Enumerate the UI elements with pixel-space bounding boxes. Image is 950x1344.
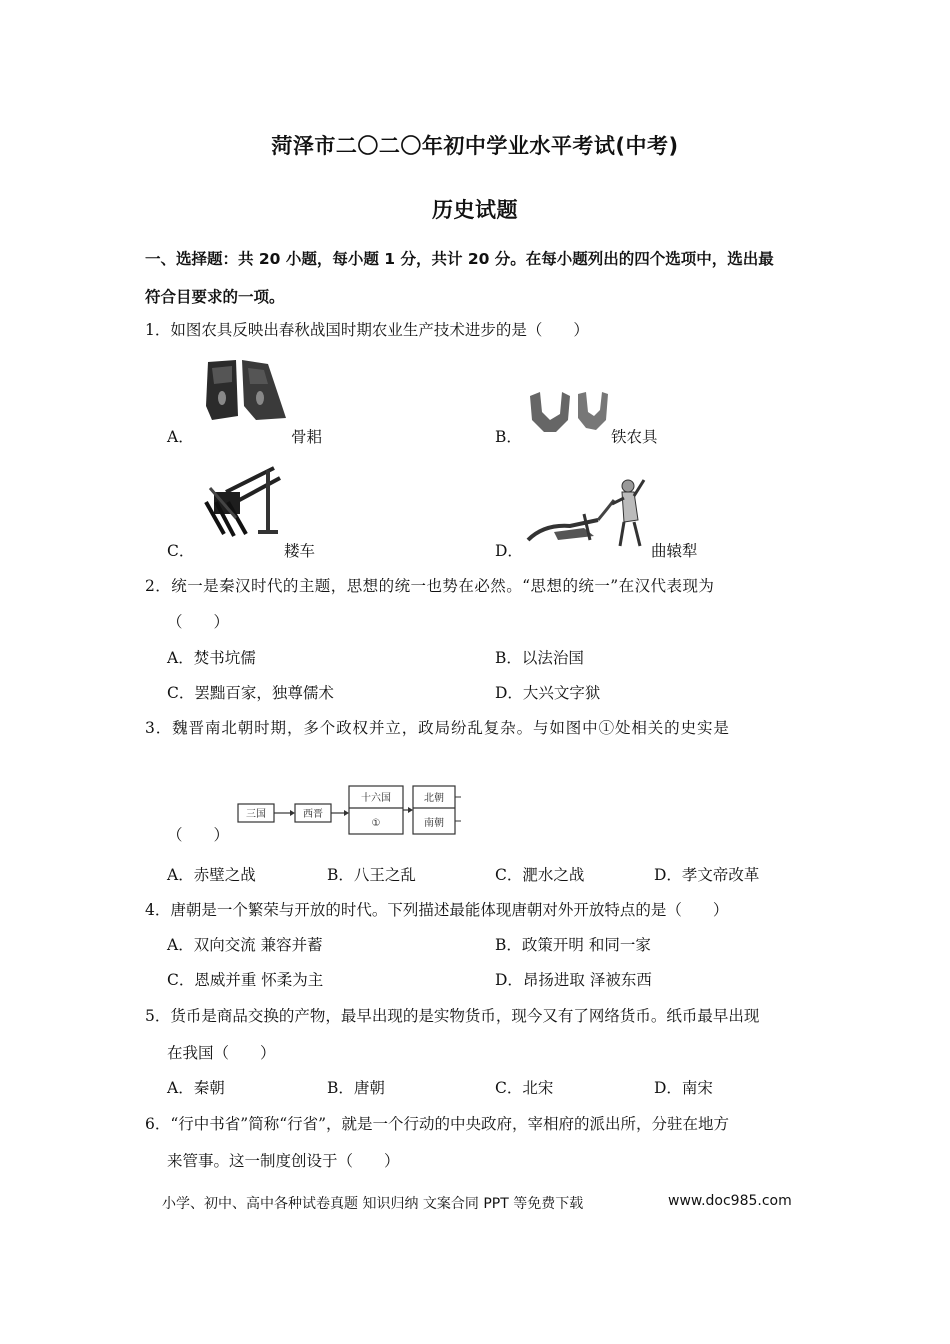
q3-option-c[interactable]: C．淝水之战	[495, 866, 585, 884]
diagram-label-northern: 北朝	[424, 793, 444, 804]
q1-option-a-label: 骨耜	[291, 428, 323, 446]
q5-option-c[interactable]: C．北宋	[495, 1079, 554, 1097]
q3-option-b[interactable]: B．八王之乱	[327, 866, 416, 884]
q4-option-d[interactable]: D．昂扬进取 泽被东西	[495, 971, 652, 989]
q6-stem: 6．“行中书省”简称“行省”，就是一个行动的中央政府，宰相府的派出所，分驻在地方	[145, 1115, 730, 1133]
q2-option-b[interactable]: B．以法治国	[495, 649, 584, 667]
curved-plow-image	[524, 474, 648, 550]
seed-drill-image	[196, 462, 286, 546]
q4-stem: 4．唐朝是一个繁荣与开放的时代。下列描述最能体现唐朝对外开放特点的是（ ）	[145, 901, 729, 919]
q1-option-d-label: 曲辕犁	[651, 542, 698, 560]
q6-stem-line2: 来管事。这一制度创设于（ ）	[167, 1152, 400, 1170]
iron-tools-image	[526, 390, 610, 434]
diagram-label-xijin: 西晋	[303, 809, 323, 820]
q1-option-c-letter[interactable]: C．	[167, 542, 195, 560]
diagram-label-sixteen-kingdoms: 十六国	[361, 793, 391, 804]
bone-spade-image	[198, 356, 288, 428]
q5-option-b[interactable]: B．唐朝	[327, 1079, 385, 1097]
q4-option-c[interactable]: C．恩威并重 怀柔为主	[167, 971, 324, 989]
diagram-label-blank-1: ①	[371, 818, 381, 829]
section-instruction-line1: 一、选择题：共 20 小题，每小题 1 分，共计 20 分。在每小题列出的四个选项中，选出最	[145, 250, 774, 268]
exam-title: 菏泽市二〇二〇年初中学业水平考试(中考)	[271, 134, 679, 158]
q2-option-c[interactable]: C．罢黜百家，独尊儒术	[167, 684, 334, 702]
footer-url[interactable]: www.doc985.com	[668, 1193, 792, 1209]
q5-option-d[interactable]: D．南宋	[654, 1079, 713, 1097]
q1-stem: 1．如图农具反映出春秋战国时期农业生产技术进步的是（ ）	[145, 321, 589, 339]
q3-stem: 3．魏晋南北朝时期，多个政权并立，政局纷乱复杂。与如图中①处相关的史实是	[145, 719, 730, 737]
q4-option-a[interactable]: A．双向交流 兼容并蓄	[167, 936, 323, 954]
q2-paren: （ ）	[167, 613, 230, 631]
q1-option-a-letter[interactable]: A．	[167, 428, 194, 446]
dynasty-diagram	[236, 780, 462, 838]
q2-option-a[interactable]: A．焚书坑儒	[167, 649, 256, 667]
q5-option-a[interactable]: A．秦朝	[167, 1079, 225, 1097]
q3-paren: （ ）	[167, 826, 230, 844]
q2-stem: 2．统一是秦汉时代的主题，思想的统一也势在必然。“思想的统一”在汉代表现为	[145, 577, 715, 595]
exam-subtitle: 历史试题	[432, 198, 518, 222]
q4-option-b[interactable]: B．政策开明 和同一家	[495, 936, 651, 954]
q1-option-b-label: 铁农具	[611, 428, 658, 446]
q3-option-a[interactable]: A．赤壁之战	[167, 866, 256, 884]
q1-option-c-label: 耧车	[284, 542, 316, 560]
diagram-label-sanguo: 三国	[246, 809, 266, 820]
section-instruction-line2: 符合目要求的一项。	[145, 288, 285, 306]
q5-stem-line2: 在我国（ ）	[167, 1044, 276, 1062]
q2-option-d[interactable]: D．大兴文字狱	[495, 684, 601, 702]
q1-option-d-letter[interactable]: D．	[495, 542, 523, 560]
q1-option-b-letter[interactable]: B．	[495, 428, 522, 446]
q5-stem: 5．货币是商品交换的产物，最早出现的是实物货币，现今又有了网络货币。纸币最早出现	[145, 1007, 760, 1025]
footer-text: 小学、初中、高中各种试卷真题 知识归纳 文案合同 PPT 等免费下载	[162, 1196, 584, 1212]
q3-option-d[interactable]: D．孝文帝改革	[654, 866, 760, 884]
diagram-label-southern: 南朝	[424, 818, 444, 829]
